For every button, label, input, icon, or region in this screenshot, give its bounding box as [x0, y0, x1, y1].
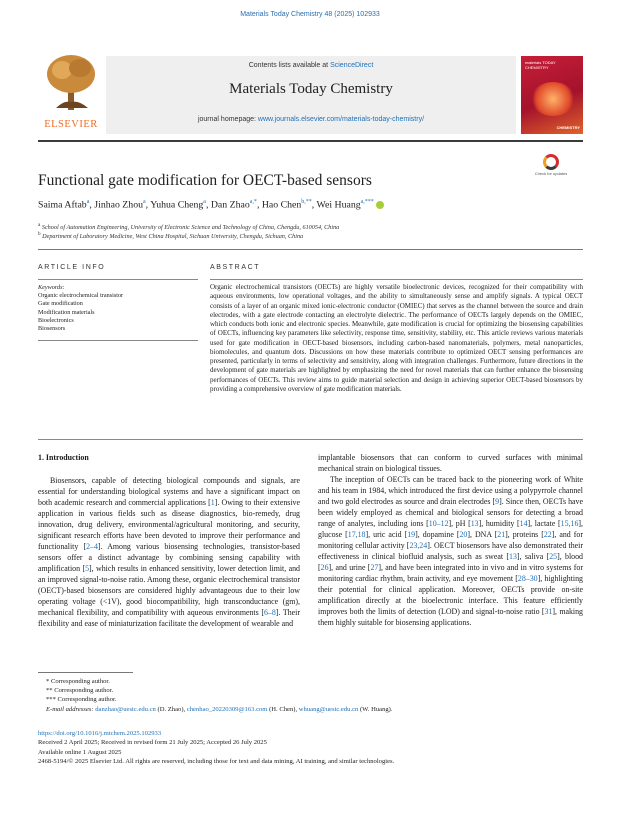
body-text: ]. OECT biosensors have also demonstrated their effectiveness in clinical biofluid analysis, such as sweat [ [318, 541, 583, 561]
citation-link[interactable]: 27 [370, 563, 379, 572]
check-updates-icon [543, 154, 559, 170]
keyword-item: Bioelectronics [38, 316, 74, 324]
keyword-item: Biosensors [38, 325, 66, 333]
body-column-right [318, 452, 583, 628]
body-text: ], uric acid [ [365, 530, 408, 539]
doi-link[interactable]: https://doi.org/10.1016/j.mtchem.2025.102933 [38, 730, 162, 737]
intro-paragraph-2 [318, 474, 583, 628]
abstract-text: Organic electrochemical transistors (OECTs) are highly versatile bioelectronic devices, recognized for their compatibility with aqueous environments, low operational voltages, and the ability to simultaneously sense and amplify signals. A typical OECT consists of a layer of an organic mixed ionic-electronic conductor (OMIEC) that serves as the channel between the source and drain electrodes, with a gate electrode contacting an electrolyte dielectric. The performance of OECTs largely depends on the OMIEC, which conducts both ionic and electronic species. Meanwhile, gate modification is crucial for optimizing the biosensing capabilities of OECTs, influencing key parameters like selectivity, response time, sensitivity, stability, etc. This article reviews various materials used for gate modification in OECT-based biosensors, including carbon-based nanomaterials, polymers, metal nanoparticles, biomolecules, and quantum dots. Discussions on how these materials contribute to optimized OECT sensing performances are presented, particularly in terms of selectivity and sensitivity, along with integration challenges. Furthermore, future directions in the development of gate materials are highlighted by emphasizing the need for novel materials that can further enhance the biosensing performances of OECTs. This review aims to guide material selection and design in achieving superior OECT-based biosensors by providing a comprehensive overview of gate modification materials. [210, 283, 583, 393]
body-text: ], and have been integrated into in vivo and in vitro systems for monitoring cardiac rhythm, brain activity, and eye movement [ [318, 563, 583, 583]
author-affil-sup[interactable]: a,*** [360, 199, 374, 205]
cover-label: CHEMISTRY [556, 125, 580, 130]
journal-cover-image[interactable] [521, 56, 583, 134]
affiliation-text: Department of Laboratory Medicine, West China Hospital, Sichuan University, Chengdu, Sichuan, China [42, 233, 304, 241]
abstract-heading: ABSTRACT [210, 264, 261, 271]
keyword-item: Modification materials [38, 308, 95, 316]
abstract-end-rule [38, 439, 583, 440]
body-text: ], making them highly suitable for biosensing applications. [318, 607, 583, 627]
citation-link[interactable]: 19 [407, 530, 416, 539]
email-link[interactable]: chenhao_20220309@163.com [186, 705, 268, 713]
cover-artwork [531, 82, 575, 116]
body-text: ], which results in enhanced sensitivity, lower detection limit, and an improved signal-to-noise ratio. Among these, organic electrochemical transistor (OECT)-based biosensors are considered highly advantageous due to their low operating voltage (<1V), good biocompatibility, high transconductance (gm), mechanical flexibility, and compatibility with aqueous environments [ [38, 564, 300, 617]
body-text: ]. Since then, OECTs have been widely employed as chemical and biological sensors for detecting a broad range of analytes, including ions [ [318, 497, 583, 528]
homepage-prefix: journal homepage: [197, 116, 256, 123]
body-text: ], and urine [ [328, 563, 371, 572]
body-text: ]. Owing to their extensive application in various fields such as disease diagnostics, bio-remedy, drug innovation, drug delivery, environmental/agricultural monitoring, and security, significant research efforts have been devoted to improve their performance and functionality [ [38, 498, 300, 551]
citation-link[interactable]: 6–8 [263, 608, 276, 617]
citation-link[interactable]: 31 [544, 607, 553, 616]
body-text: ], DNA [ [467, 530, 498, 539]
body-column-left [38, 452, 300, 629]
author-name[interactable]: Dan Zhao [210, 199, 250, 211]
keywords-block [38, 284, 198, 333]
journal-banner [106, 56, 516, 134]
masthead [38, 56, 583, 134]
sciencedirect-link[interactable]: ScienceDirect [330, 62, 374, 69]
email-addresses [38, 705, 583, 714]
author-affil-sup[interactable]: a,* [249, 199, 257, 205]
body-text: ], blood [ [318, 552, 583, 572]
body-text: Biosensors, capable of detecting biological compounds and signals, are essential for understanding biological systems and have a significant impact on both academic research and commercial applications [ [38, 476, 300, 507]
footnote-rule [38, 672, 133, 673]
email-link[interactable]: danzhao@uestc.edu.cn [95, 705, 156, 713]
check-updates-label: Check for updates [534, 171, 568, 176]
body-text: ], highlighting their potential for clinical application. Moreover, OECTs provide on-site amplification directly at the bioelectronic interface. This feature efficiently improves both the limits of detection (LOD) and signal-to-noise ratio [ [318, 574, 583, 616]
intro-paragraph-1 [38, 475, 300, 629]
body-text: ], glucose [ [318, 519, 584, 539]
affiliation-a [38, 222, 339, 231]
footnote-corresponding: * Corresponding author. [46, 678, 110, 685]
author-name[interactable]: Yuhua Cheng [150, 199, 204, 211]
keyword-item: Organic electrochemical transistor [38, 292, 124, 300]
citation-link[interactable]: 26 [320, 563, 329, 572]
email-owner: (W. Huang). [359, 705, 393, 713]
keywords-label: Keywords: [38, 284, 65, 291]
citation-link[interactable]: 20 [459, 530, 468, 539]
author-list: Saima Aftab$^a$, Jinhao Zhou$^a$, Yuhua Cheng$^a$, Dan Zhao$^{a,*}$, Hao Chen$^{b,**}$, Wei Huang$^{a,***}$ [38, 199, 384, 210]
body-text: ], humidity [ [478, 519, 520, 528]
article-info-bottom-rule [38, 340, 198, 341]
article-info-heading: ARTICLE INFO [38, 264, 106, 271]
body-text: ], dopamine [ [415, 530, 460, 539]
author-affil-sup[interactable]: a [203, 199, 206, 205]
body-text: The inception of OECTs can be traced back to the pioneering work of White and his team in 1984, which introduced the first device using a polypyrrole channel and two gold electrodes as source and drain electrodes [ [318, 475, 583, 506]
body-text: ]. Their flexibility and ease of miniaturization facilitate the development of wearable and [38, 608, 300, 628]
intro-paragraph-continued: implantable biosensors that can conform to curved surfaces with minimal mechanical strain on biological tissues. [318, 453, 583, 473]
section-heading-introduction: 1. Introduction [38, 453, 89, 462]
section-rule [38, 249, 583, 250]
body-text: ], proteins [ [505, 530, 544, 539]
journal-reference[interactable]: Materials Today Chemistry 48 (2025) 102933 [240, 11, 380, 18]
email-link[interactable]: whuang@uestc.edu.cn [298, 705, 359, 713]
cover-title: materials TODAY CHEMISTRY [525, 60, 556, 70]
elsevier-logo[interactable] [38, 52, 104, 130]
body-text: ]. Among various biosensing technologies, transistor-based sensors offer a distinct advantage by combining sensing capability with amplification [ [38, 542, 301, 573]
affiliation-sup: a [38, 222, 41, 228]
footnotes [38, 677, 583, 714]
homepage-line [106, 116, 516, 123]
keyword-item: Gate modification [38, 300, 83, 308]
article-info-rule [38, 279, 198, 280]
citation-link[interactable]: 22 [543, 530, 552, 539]
received-dates: Received 2 April 2025; Received in revised form 21 July 2025; Accepted 26 July 2025 [38, 739, 267, 747]
citation-link[interactable]: 15,16 [560, 519, 579, 528]
citation-link[interactable]: 1 [210, 498, 215, 507]
online-date: Available online 1 August 2025 [38, 748, 122, 756]
citation-link[interactable]: 25 [549, 552, 558, 561]
author-affil-sup[interactable]: a [86, 199, 90, 205]
contents-prefix: Contents lists available at [248, 62, 329, 69]
footnote-corresponding: *** Corresponding author. [46, 696, 117, 704]
publication-metadata [38, 729, 583, 766]
body-text: ], pH [ [448, 519, 471, 528]
affiliation-text: School of Automation Engineering, University of Electronic Science and Technology of China, Chengdu, 610054, China [41, 224, 340, 232]
author-affil-sup[interactable]: a [143, 199, 146, 205]
copyright-line: 2468-5194/© 2025 Elsevier Ltd. All rights are reserved, including those for text and data mining, AI training, and similar technologies. [38, 757, 395, 765]
affiliation-b [38, 231, 303, 240]
citation-link[interactable]: 2–4 [86, 542, 98, 551]
author-name[interactable]: Jinhao Zhou [94, 199, 143, 211]
abstract-rule [210, 279, 583, 280]
publisher-name: ELSEVIER [44, 119, 98, 130]
homepage-link[interactable]: www.journals.elsevier.com/materials-today-chemistry/ [257, 116, 425, 123]
orcid-icon[interactable] [376, 201, 384, 209]
citation-link[interactable]: 14 [519, 519, 528, 528]
article-title: Functional gate modification for OECT-based sensors [38, 172, 372, 189]
elsevier-tree-icon [44, 52, 98, 112]
author-name[interactable]: Hao Chen [261, 199, 302, 211]
citation-link[interactable]: 23,24 [409, 541, 428, 550]
author-affil-sup[interactable]: b,** [301, 199, 312, 205]
email-owner: (D. Zhao), [157, 705, 186, 713]
citation-link[interactable]: 9 [495, 497, 500, 506]
body-text: ], and for monitoring cellular activity [ [318, 530, 583, 550]
citation-link[interactable]: 21 [497, 530, 506, 539]
contents-line [106, 62, 516, 69]
citation-link[interactable]: 10–12 [428, 519, 449, 528]
header-rule [38, 140, 583, 142]
email-owner: (H. Chen), [269, 705, 298, 713]
citation-link[interactable]: 28–30 [517, 574, 538, 583]
author-name[interactable]: Saima Aftab [38, 199, 87, 211]
author-name[interactable]: Wei Huang [316, 199, 361, 211]
citation-link[interactable]: 13 [509, 552, 517, 561]
citation-link[interactable]: 17,18 [347, 530, 366, 539]
citation-link[interactable]: 13 [470, 519, 479, 528]
body-text: ], saliva [ [516, 552, 550, 561]
body-text: ], lactate [ [527, 519, 561, 528]
journal-title: Materials Today Chemistry [229, 81, 393, 97]
email-label: E-mail addresses: [46, 705, 94, 713]
citation-link[interactable]: 5 [85, 564, 90, 573]
check-for-updates-button[interactable] [522, 154, 580, 186]
footnote-corresponding: ** Corresponding author. [46, 687, 114, 695]
affiliation-sup: b [38, 231, 41, 237]
